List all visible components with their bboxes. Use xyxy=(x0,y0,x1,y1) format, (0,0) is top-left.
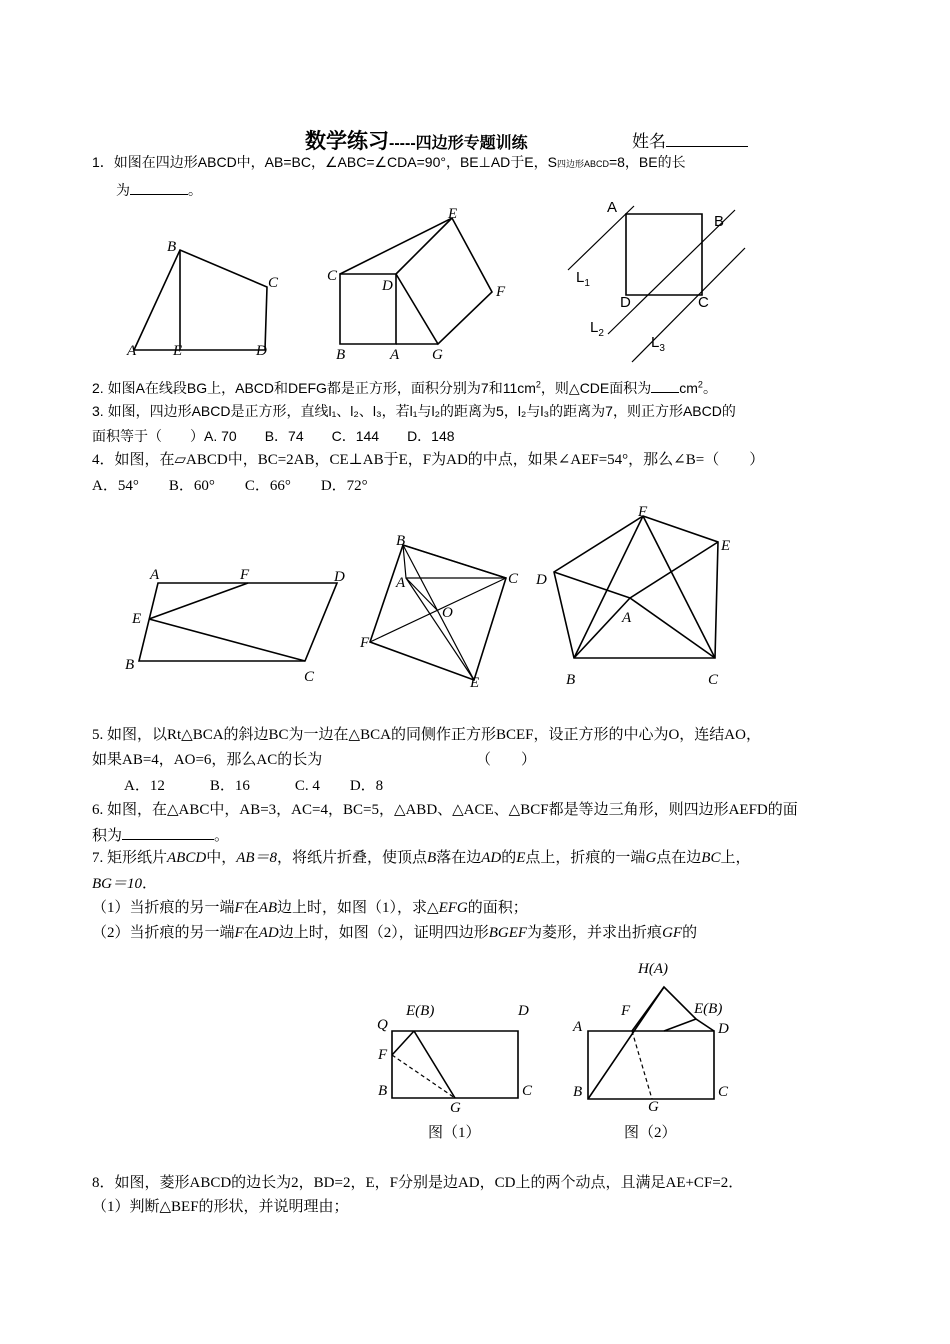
fig7a-label-g: G xyxy=(450,1100,461,1116)
q5-line2: 如果AB=4，AO=6，那么AC的长为 xyxy=(92,752,323,768)
q7-line2 xyxy=(92,873,157,895)
q2-text-a: 2. 如图A在线段BG上，ABCD和DEFG都是正方形，面积分别为7和11cm xyxy=(92,380,536,396)
q7-t8: 上， xyxy=(720,850,751,866)
name-field[interactable] xyxy=(632,127,748,152)
q7-s2-d: 为菱形，并求出折痕 xyxy=(527,925,663,941)
q7-bc: BC xyxy=(701,850,721,866)
q6-line1: 6. 如图，在△ABC中，AB=3，AC=4，BC=5，△ABD、△ACE、△BCF都是等边三角形，则四边形AEFD的面 xyxy=(92,802,798,818)
q7-s2-f: F xyxy=(234,925,244,941)
figure-q7-2 xyxy=(568,955,748,1115)
fig2-label-g: G xyxy=(432,347,443,363)
fig7a-label-c: C xyxy=(522,1083,533,1099)
q6-line2-a: 积为 xyxy=(92,828,123,844)
fig6-label-d: D xyxy=(536,572,547,588)
q7-g: G xyxy=(645,850,657,866)
q2-sup: 2 xyxy=(535,379,541,390)
name-label: 姓名 xyxy=(632,132,666,151)
q1-answer-blank[interactable] xyxy=(130,178,188,195)
fig3-label-d: D xyxy=(620,294,631,311)
q7-s2-c: 边上时，如图（2），证明四边形 xyxy=(278,925,489,941)
fig7b-label-eb: E(B) xyxy=(694,1001,723,1017)
q5-line1: 5. 如图，以Rt△BCA的斜边BC为一边在△BCA的同侧作正方形BCEF，设正方形的中心为O，连结AO， xyxy=(92,727,761,743)
q8-line2: （1）判断△BEF的形状，并说明理由； xyxy=(92,1199,349,1215)
title-dashes: ----- xyxy=(389,135,416,152)
q7-s2-b: 在 xyxy=(243,925,259,941)
q7-b: B xyxy=(427,850,437,866)
q1-line2-a: 为 xyxy=(116,182,130,198)
figure-q4 xyxy=(122,557,354,687)
q7-s2-gf: GF xyxy=(662,925,683,941)
fig7b-label-b: B xyxy=(573,1084,583,1100)
fig7a-label-b: B xyxy=(378,1083,388,1099)
q7-ab8: AB＝8 xyxy=(236,850,278,866)
fig2-label-e: E xyxy=(448,206,458,222)
q2-answer-blank[interactable] xyxy=(651,376,679,393)
fig6-label-e: E xyxy=(721,538,731,554)
fig4-label-c: C xyxy=(304,669,315,685)
figure-q7-1 xyxy=(372,995,547,1120)
q7-bg10: BG＝10 xyxy=(92,876,142,892)
fig7-caption-1: 图（1） xyxy=(428,1125,481,1141)
fig5-label-b: B xyxy=(396,535,406,549)
fig6-label-c: C xyxy=(708,672,719,688)
fig4-label-b: B xyxy=(125,657,135,673)
fig1-label-b: B xyxy=(167,239,177,255)
fig5-label-c: C xyxy=(508,571,519,587)
q5-paren: （ ） xyxy=(476,752,537,768)
fig6-label-f: F xyxy=(638,504,648,520)
q7-s1-a: （1）当折痕的另一端 xyxy=(92,900,235,916)
q7-t5: 的 xyxy=(501,850,517,866)
fig7b-label-g: G xyxy=(648,1099,659,1115)
q1-text-b: =8，BE的长 xyxy=(608,154,686,170)
fig4-label-d: D xyxy=(334,569,345,585)
q7-t9: ． xyxy=(142,876,158,892)
q7-t3: ，将纸片折叠，使顶点 xyxy=(277,850,428,866)
fig7b-label-f: F xyxy=(621,1003,631,1019)
figure-q1 xyxy=(120,235,280,365)
q7-s1-f: F xyxy=(234,900,244,916)
fig4-label-a: A xyxy=(150,567,160,583)
q7-s2-bgef: BGEF xyxy=(488,925,528,941)
figure-q5 xyxy=(358,535,528,690)
q1-sub: 四边形ABCD xyxy=(556,159,609,169)
q7-sub2 xyxy=(92,922,697,944)
q7-s1-c: 边上时，如图（1），求 xyxy=(277,900,428,916)
q4-line2: A．54° B．60° C．66° D．72° xyxy=(92,478,368,494)
fig7b-label-d: D xyxy=(718,1021,729,1037)
fig1-label-c: C xyxy=(268,275,279,291)
q7-t2: 中， xyxy=(206,850,237,866)
q1-line1 xyxy=(92,152,686,172)
fig2-label-c: C xyxy=(327,268,338,284)
q7-e: E xyxy=(516,850,526,866)
fig7a-label-eb: E(B) xyxy=(406,1003,435,1019)
fig2-label-f: F xyxy=(496,284,506,300)
fig5-label-o: O xyxy=(442,605,453,621)
fig7a-label-f: F xyxy=(378,1047,388,1063)
q7-line1 xyxy=(92,847,750,869)
q7-s2-a: （2）当折痕的另一端 xyxy=(92,925,235,941)
q2-sup-2: 2 xyxy=(697,379,703,390)
fig5-label-f: F xyxy=(360,635,370,651)
q7-s1-efg: △EFG xyxy=(427,900,468,916)
fig6-label-a: A xyxy=(622,610,632,626)
q3-line1: 3. 如图，四边形ABCD是正方形，直线l₁、l₂、l₃，若l₁与l₂的距离为5，l₂与l₃的距离为7，则正方形ABCD的 xyxy=(92,403,736,419)
name-blank[interactable] xyxy=(666,130,748,147)
q1-line2 xyxy=(116,178,202,200)
fig5-label-a: A xyxy=(396,575,406,591)
fig7a-label-d: D xyxy=(518,1003,529,1019)
title-main: 数学练习 xyxy=(305,130,389,153)
fig1-label-d: D xyxy=(256,343,267,359)
q7-s1-d: 的面积； xyxy=(467,900,528,916)
fig5-label-e: E xyxy=(470,675,480,690)
figure-q3 xyxy=(560,192,760,364)
q7-t7: 点在边 xyxy=(656,850,702,866)
q7-s1-b: 在 xyxy=(243,900,259,916)
q2-text xyxy=(92,376,717,398)
fig3-label-b: B xyxy=(714,213,725,230)
q7-s1-ab: AB xyxy=(258,900,278,916)
fig3-label-a: A xyxy=(607,199,618,216)
fig7a-label-q: Q xyxy=(377,1017,388,1033)
q2-text-c: cm xyxy=(679,380,698,396)
fig3-label-l1: $L_1$ xyxy=(576,269,590,289)
fig4-label-f: F xyxy=(240,567,250,583)
title-sub: 四边形专题训练 xyxy=(415,135,528,152)
q7-ad: AD xyxy=(481,850,502,866)
fig2-label-b: B xyxy=(336,347,346,363)
q7-sub1 xyxy=(92,897,528,919)
q6-answer-blank[interactable] xyxy=(122,823,214,840)
fig7-caption-2: 图（2） xyxy=(624,1125,677,1141)
fig6-label-b: B xyxy=(566,672,576,688)
fig3-label-c: C xyxy=(698,294,709,311)
fig3-label-l3: $L_3$ xyxy=(651,334,665,354)
q7-abcd: ABCD xyxy=(167,850,207,866)
fig3-label-l2: $L_2$ xyxy=(590,319,604,339)
q3-line2: 面积等于（ ）A. 70 B．74 C．144 D．148 xyxy=(92,428,455,444)
fig7b-label-a: A xyxy=(573,1019,583,1035)
q6-line2-b: 。 xyxy=(214,828,230,844)
q7-s2-e: 的 xyxy=(682,925,698,941)
q2-text-d: 。 xyxy=(702,380,717,396)
q1-text-a: 1．如图在四边形ABCD中，AB=BC，∠ABC=∠CDA=90°，BE⊥AD于E，S xyxy=(92,154,557,170)
fig7b-label-ha: H(A) xyxy=(638,961,668,977)
q8-line1: 8．如图，菱形ABCD的边长为2，BD=2，E，F分别是边AD，CD上的两个动点，且满足AE+CF=2． xyxy=(92,1175,744,1191)
q4-line1: 4．如图，在▱ABCD中，BC=2AB，CE⊥AB于E，F为AD的中点，如果∠AEF=54°，那么∠B=（ ） xyxy=(92,452,765,468)
q6-line2 xyxy=(92,823,229,847)
q1-line2-b: 。 xyxy=(188,182,202,198)
q7-t6: 点上，折痕的一端 xyxy=(525,850,646,866)
q2-text-b: ，则△CDE面积为 xyxy=(540,380,652,396)
page-title xyxy=(305,125,528,155)
figure-q6 xyxy=(530,500,750,692)
q7-t1: 7. 矩形纸片 xyxy=(92,850,168,866)
q7-s2-ad: AD xyxy=(258,925,279,941)
q5-line3: A．12 B．16 C. 4 D．8 xyxy=(124,778,384,794)
fig7b-label-c: C xyxy=(718,1084,729,1100)
fig2-label-d: D xyxy=(382,278,393,294)
fig1-label-a: A xyxy=(127,343,137,359)
figure-q2 xyxy=(320,200,520,365)
fig2-label-a: A xyxy=(390,347,400,363)
q7-t4: 落在边 xyxy=(436,850,482,866)
fig4-label-e: E xyxy=(132,611,142,627)
fig1-label-e: E xyxy=(173,343,183,359)
